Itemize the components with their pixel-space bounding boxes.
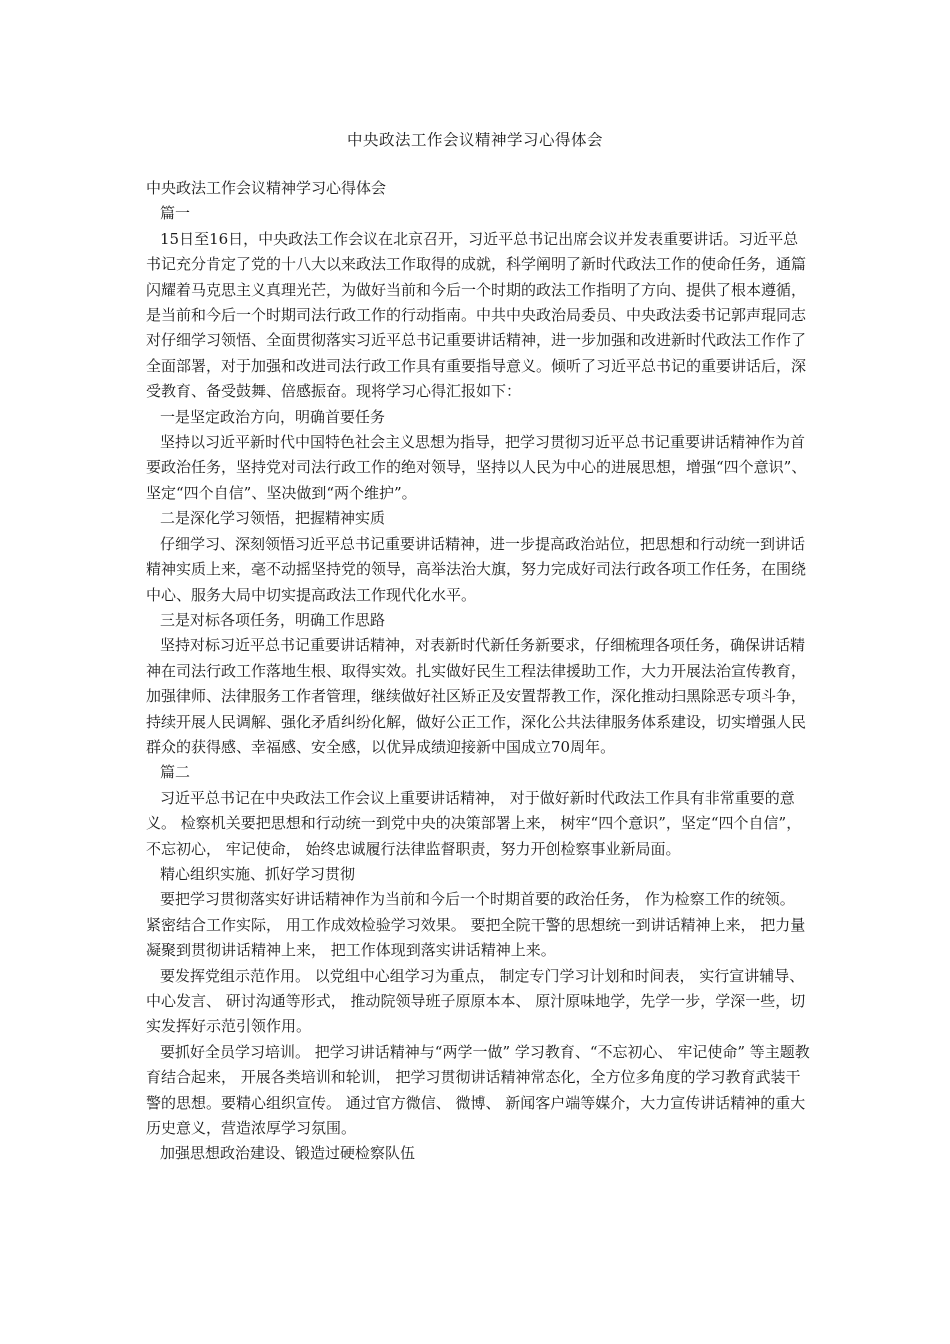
paragraph: 坚持对标习近平总书记重要讲话精神，对表新时代新任务新要求，仔细梳理各项任务，确保讲话精神在司法行政工作落地生根、取得实效。扎实做好民生工程法律援助工作，大力开展法治宣传教育，加强律师、法律服务工作者管理，继续做好社区矫正及安置帮教工作，深化推动扫黑除恶专项斗争，持续开展人民调解、强化矛盾纠纷化解，做好公正工作，深化公共法律服务体系建设，切实增强人民群众的获得感、幸福感、安全感，以优异成绩迎接新中国成立70周年。 [146, 636, 807, 756]
paragraph: 习近平总书记在中央政法工作会议上重要讲话精神， 对于做好新时代政法工作具有非常重要的意义。 检察机关要把思想和行动统一到党中央的决策部署上来， 树牢“四个意识”，坚定“四个自信”， 不忘初心， 牢记使命， 始终忠诚履行法律监督职责，努力开创检察事业新局面。 [146, 788, 802, 858]
paragraph: 15日至16日，中央政法工作会议在北京召开，习近平总书记出席会议并发表重要讲话。习近平总书记充分肯定了党的十八大以来政法工作取得的成就，科学阐明了新时代政法工作的使命任务，通篇闪耀着马克思主义真理光芒，为做好当前和今后一个时期的政法工作指明了方向、提供了根本遵循，是当前和今后一个时期司法行政工作的行动指南。中共中央政治局委员、中央政法委书记郭声琨同志对仔细学习领悟、全面贯彻落实习近平总书记重要讲话精神，进一步加强和改进新时代政法工作作了全面部署，对于加强和改进司法行政工作具有重要指导意义。倾听了习近平总书记的重要讲话后，深受教育、备受鼓舞、倍感振奋。现将学习心得汇报如下： [146, 229, 807, 401]
section-label: 篇二 [160, 763, 191, 782]
paragraph: 要抓好全员学习培训。 把学习讲话精神与“两学一做” 学习教育、“不忘初心、 牢记使命” 等主题教育结合起来， 开展各类培训和轮训， 把学习贯彻讲话精神常态化，全方位多角度的学习教育武装干警的思想。要精心组织宣传。 通过官方微信、 微博、 新闻客户端等媒介，大力宣传讲话精神的重大历史意义，营造浓厚学习氛围。 [146, 1042, 810, 1138]
section-heading: 二是深化学习领悟，把握精神实质 [160, 509, 386, 528]
paragraph: 坚持以习近平新时代中国特色社会主义思想为指导，把学习贯彻习近平总书记重要讲话精神作为首要政治任务，坚持党对司法行政工作的绝对领导，坚持以人民为中心的进展思想，增强“四个意识”、坚定“四个自信”、坚决做到“两个维护”。 [146, 433, 807, 502]
section-heading: 三是对标各项任务，明确工作思路 [160, 610, 386, 629]
section-heading: 精心组织实施、抓好学习贯彻 [160, 864, 356, 883]
section-label: 篇一 [160, 204, 191, 223]
paragraph: 要发挥党组示范作用。 以党组中心组学习为重点， 制定专门学习计划和时间表， 实行宣讲辅导、 中心发言、 研讨沟通等形式， 推动院领导班子原原本本、 原汁原味地学，先学一步，学深一些，切实发挥好示范引领作用。 [146, 966, 806, 1036]
document-body [146, 176, 812, 1167]
section-heading: 一是坚定政治方向，明确首要任务 [160, 407, 386, 426]
document-title: 中央政法工作会议精神学习心得体会 [346, 131, 603, 149]
document-subtitle: 中央政法工作会议精神学习心得体会 [146, 179, 387, 197]
section-heading: 加强思想政治建设、锻造过硬检察队伍 [160, 1144, 416, 1163]
paragraph: 要把学习贯彻落实好讲话精神作为当前和今后一个时期首要的政治任务， 作为检察工作的统领。 紧密结合工作实际， 用工作成效检验学习效果。 要把全院干警的思想统一到讲话精神上来， 把力量凝聚到贯彻讲话精神上来， 把工作体现到落实讲话精神上来。 [146, 890, 806, 960]
paragraph: 仔细学习、深刻领悟习近平总书记重要讲话精神，进一步提高政治站位，把思想和行动统一到讲话精神实质上来，毫不动摇坚持党的领导，高举法治大旗，努力完成好司法行政各项工作任务，在围绕中心、服务大局中切实提高政法工作现代化水平。 [146, 534, 807, 604]
